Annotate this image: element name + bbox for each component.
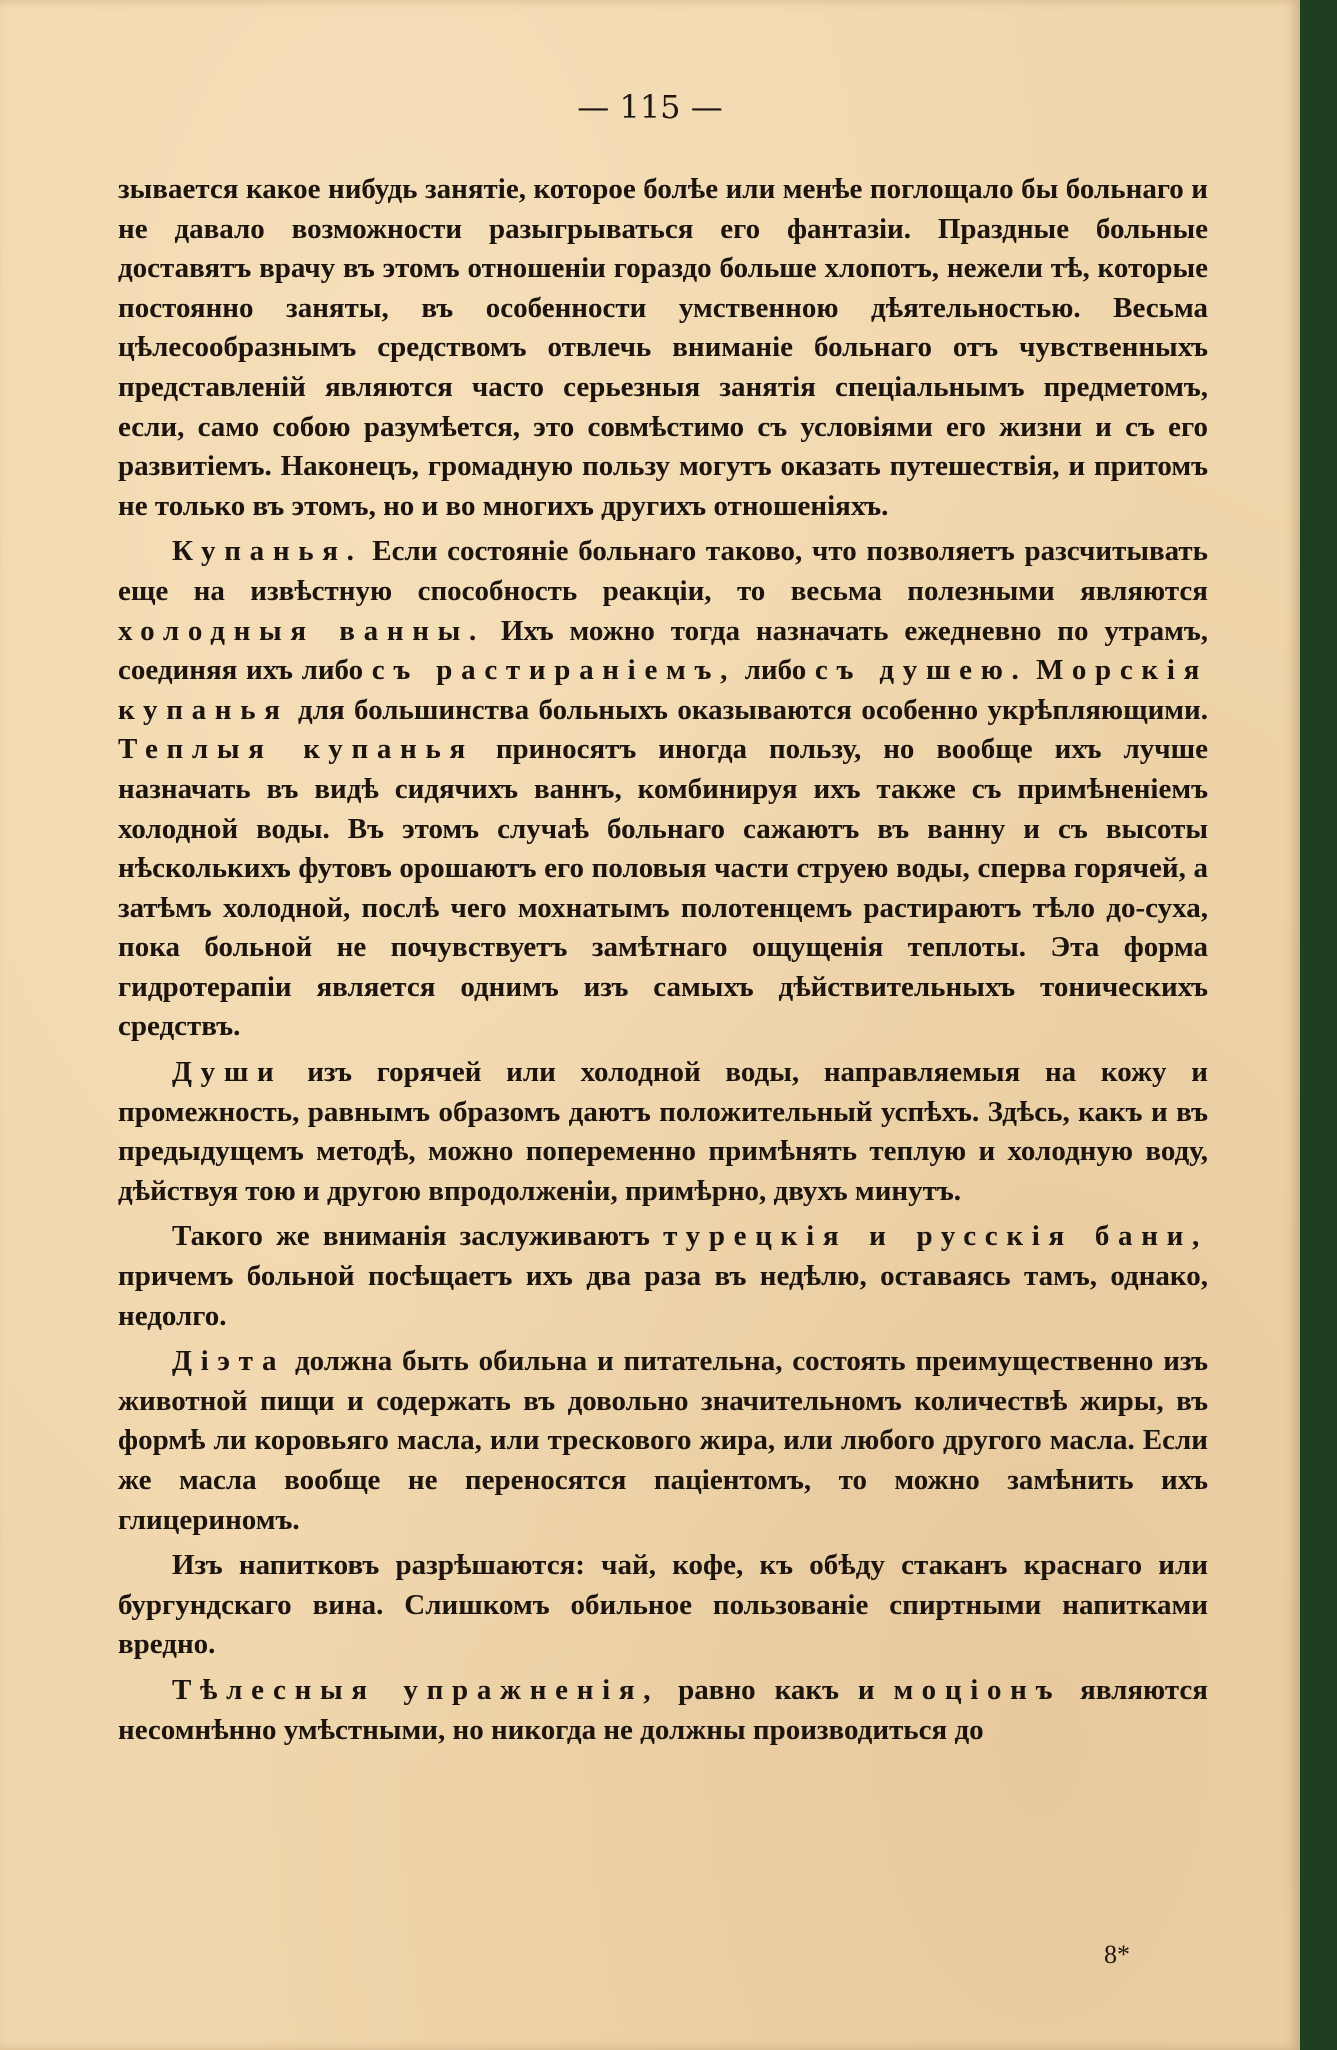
emphasized-text: съ душею. bbox=[814, 654, 1028, 687]
text-run: равно какъ и bbox=[659, 1673, 894, 1706]
signature-mark: 8* bbox=[1104, 1940, 1130, 1969]
paragraph bbox=[118, 1217, 1208, 1336]
emphasized-text: Купанья. bbox=[172, 535, 363, 568]
emphasized-text: Діэта bbox=[172, 1345, 286, 1378]
paragraph bbox=[118, 1546, 1208, 1665]
text-run: зывается какое нибудь занятіе, которое болѣе или менѣе поглощало бы больнаго и не давало возможности разыгрываться его фантазіи. Праздные больные доставятъ врачу въ этомъ отношеніи гораздо больше хлопотъ, нежели тѣ, которые постоянно заняты, въ особенности умственною дѣятельностью. Весьма цѣлесообразнымъ средствомъ отвлечь вниманіе больнаго отъ чувственныхъ представленій являются часто серьезныя занятія спеціальнымъ предметомъ, если, само собою разумѣется, это совмѣстимо съ условіями его жизни и съ его развитіемъ. Наконецъ, громадную пользу могутъ оказать путешествія, и притомъ не только въ этомъ, но и во многихъ другихъ отношеніяхъ. bbox=[118, 173, 1208, 522]
text-run: изъ горячей или холодной воды, направляемыя на кожу и промежность, равнымъ образомъ даютъ положительный успѣхъ. Здѣсь, какъ и въ предыдущемъ методѣ, можно попеременно примѣнять теплую и холодную воду, дѣйствуя тою и другою впродолженіи, примѣрно, двухъ минутъ. bbox=[118, 1056, 1208, 1207]
text-run: должна быть обильна и питательна, состоять преимущественно изъ животной пищи и содержать въ довольно значительномъ количествѣ жиры, въ формѣ ли коровьяго масла, или трескового жира, или любого другого масла. Если же масла вообще не переносятся паціентомъ, то можно замѣнить ихъ глицериномъ. bbox=[118, 1345, 1208, 1536]
text-run: причемъ больной посѣщаетъ ихъ два раза въ недѣлю, оставаясь тамъ, однако, недолго. bbox=[118, 1260, 1208, 1332]
paragraph bbox=[118, 170, 1208, 526]
emphasized-text: съ растираніемъ, bbox=[371, 654, 737, 687]
text-run: являются несомнѣнно умѣстными, но никогда не должны производиться до bbox=[118, 1673, 1208, 1746]
page-number: — 115 — bbox=[577, 88, 723, 126]
emphasized-text: холодныя ванны. bbox=[118, 614, 485, 647]
emphasized-text: турецкія и русскія бани, bbox=[663, 1220, 1208, 1253]
text-run: Ихъ можно тогда назначать ежедневно по утрамъ, соединяя ихъ либо bbox=[118, 614, 1208, 687]
text-run: для большинства больныхъ оказываются особенно укрѣпляющими. bbox=[288, 693, 1208, 726]
text-run: приносятъ иногда пользу, но вообще ихъ лучше назначать въ видѣ сидячихъ ваннъ, комбинируя ихъ также съ примѣненіемъ холодной воды. Въ этомъ случаѣ больнаго сажаютъ въ ванну и съ высоты нѣсколькихъ футовъ орошаютъ его половыя части струею воды, сперва горячей, а затѣмъ холодной, послѣ чего мохнатымъ полотенцемъ растираютъ тѣло до-суха, пока больной не почувствуетъ замѣтнаго ощущенія теплоты. Эта форма гидротерапіи является однимъ изъ самыхъ дѣйствительныхъ тоническихъ средствъ. bbox=[118, 733, 1208, 1043]
text-run bbox=[1028, 654, 1037, 686]
body-text bbox=[118, 170, 1208, 1756]
text-run: Изъ напитковъ разрѣшаются: чай, кофе, къ обѣду стаканъ краснаго или бургундскаго вина. Слишкомъ обильное пользованіе спиртными напитками вредно. bbox=[118, 1549, 1208, 1661]
paragraph bbox=[118, 1671, 1208, 1750]
paragraph bbox=[118, 1053, 1208, 1211]
text-run: Такого же вниманія заслуживаютъ bbox=[172, 1220, 664, 1253]
emphasized-text: моціонъ bbox=[893, 1673, 1062, 1706]
paragraph bbox=[118, 532, 1208, 1047]
emphasized-text: Теплыя купанья bbox=[118, 733, 474, 766]
emphasized-text: Морскія купанья bbox=[118, 654, 1208, 726]
paragraph bbox=[118, 1342, 1208, 1540]
emphasized-text: Души bbox=[172, 1056, 283, 1089]
text-run: либо bbox=[736, 654, 815, 687]
emphasized-text: Тѣлесныя упражненія, bbox=[172, 1673, 660, 1706]
text-run: Если состояніе больнаго таково, что позволяетъ разсчитывать еще на извѣстную способность реакціи, то весьма полезными являются bbox=[118, 535, 1208, 607]
